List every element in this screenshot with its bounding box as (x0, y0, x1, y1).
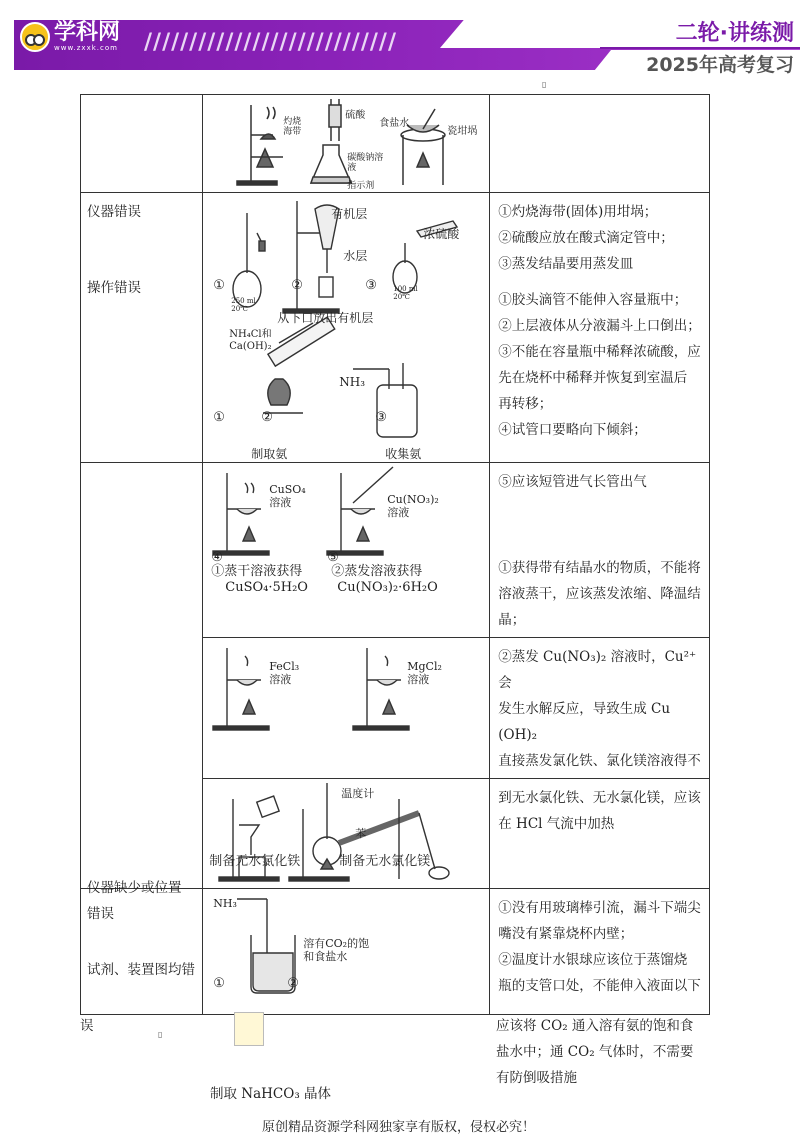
note-line: ①灼烧海带(固体)用坩埚； (498, 204, 658, 220)
fig-label: 100 ml 20℃ (393, 285, 418, 301)
note-line: ③蒸发结晶要用蒸发皿 (498, 256, 634, 272)
notes-cell (490, 638, 710, 779)
copyright-footer: 原创精品资源学科网独家享有版权，侵权必究！ (262, 1120, 536, 1135)
item-number: ② (261, 410, 273, 425)
fig-label: 溶有CO₂的饱和食盐水 (303, 937, 370, 963)
table-row (81, 193, 710, 463)
fig-label: 250 ml 20℃ (231, 297, 256, 313)
table-row (81, 95, 710, 193)
note-line: 先在烧杯中稀释并恢复到室温后 (498, 370, 688, 386)
figure-evaporate-chlorides (203, 638, 489, 760)
note-line: 瓶的支管口处，不能伸入液面以下 (498, 978, 701, 994)
fig-label: 水层 (343, 249, 368, 263)
item-number: ① (213, 410, 225, 425)
fig-label: 指示剂 (347, 181, 375, 191)
figure-cell (203, 95, 490, 193)
fig-label: MgCl₂溶液 (407, 660, 442, 686)
note-line: 再转移； (498, 396, 553, 412)
type-cell (81, 193, 203, 463)
error-type-continuation: 误 (80, 1018, 94, 1034)
item-number: ① (213, 976, 225, 991)
fig-caption: 收集氨 (385, 447, 422, 461)
header-subtitle: 2025年高考复习 (646, 54, 794, 76)
item-number: ③ (365, 278, 377, 293)
note-line: ②蒸发 Cu(NO₃)₂ 溶液时，Cu²⁺会 (498, 649, 697, 691)
note-line: ⑤应该短管进气长管出气 (498, 474, 647, 490)
type-cell (81, 463, 203, 889)
header-title: 二轮·讲练测 (675, 21, 794, 46)
item-number: ① (213, 278, 225, 293)
note-line: 在 HCl 气流中加热 (498, 816, 615, 832)
page-header (14, 14, 800, 76)
item-number: ⑤ (327, 550, 339, 565)
owl-logo-icon (20, 22, 50, 52)
fig-caption: ①蒸干溶液获得 (211, 564, 303, 579)
error-type-label: 操作错误 (87, 280, 141, 296)
item-number: ② (291, 278, 303, 293)
table-row (81, 889, 710, 1015)
error-type-label: 错误 (87, 906, 114, 922)
figure-ignition-titration-evaporation (203, 95, 489, 191)
placeholder-glyph: ▯ (542, 80, 547, 89)
note-line: ②温度计水银球应该位于蒸馏烧 (498, 952, 688, 968)
fig-caption: 制取氨 (251, 447, 288, 461)
note-line: ①获得带有结晶水的物质，不能将 (498, 560, 701, 576)
notes-cell (490, 463, 710, 638)
figure-evaporate-crystallize (203, 463, 489, 635)
site-logo[interactable] (20, 22, 120, 52)
error-analysis-table (80, 94, 710, 1015)
figure-cell (203, 889, 490, 1015)
fig-label: FeCl₃溶液 (269, 660, 300, 686)
fig-label: NH₃ (213, 897, 237, 910)
note-line: ④试管口要略向下倾斜； (498, 422, 647, 438)
note-line: 直接蒸发氯化铁、氯化镁溶液得不 (498, 753, 701, 769)
notes-cell (490, 193, 710, 463)
note-line: ②上层液体从分液漏斗上口倒出； (498, 318, 701, 334)
item-number: ③ (375, 410, 387, 425)
figure-filtration-distillation (203, 779, 489, 887)
note-line: 溶液蒸干，应该蒸发浓缩、降温结 (498, 586, 701, 602)
fig-caption: 制备无水氯化铁 (209, 854, 301, 869)
fig-label: NH₄Cl和Ca(OH)₂ (229, 329, 272, 352)
type-cell (81, 880, 203, 1015)
fig-caption: ②蒸发溶液获得 (331, 564, 423, 579)
notes-cell (490, 889, 710, 1015)
fig-label: 瓷坩埚 (447, 126, 478, 137)
note-line: 发生水解反应，导致生成 Cu (498, 701, 671, 717)
fig-label: 浓硫酸 (423, 227, 460, 241)
placeholder-glyph: ▯ (158, 1030, 163, 1039)
decorative-slashes: //////////////////////////// (144, 30, 397, 55)
item-number: ② (287, 976, 299, 991)
notes-cell (490, 779, 710, 889)
error-type-label: 仪器缺少或位置 (87, 880, 182, 896)
note-line: 有防倒吸措施 (496, 1070, 577, 1086)
note-line: ①没有用玻璃棒引流，漏斗下端尖 (498, 900, 701, 916)
item-number: ④ (211, 550, 223, 565)
figure-volumetric-separatory-ammonia (203, 193, 489, 461)
figure-nahco3-prep (203, 889, 489, 1013)
fig-label: 硫酸 (345, 110, 366, 121)
fig-label: 温度计 (341, 787, 375, 800)
fig-label: NH₃ (339, 375, 366, 389)
notes-cell (490, 95, 710, 193)
fig-label: 苯 (355, 827, 367, 840)
error-type-label: 试剂、装置图均错 (87, 962, 195, 978)
figure-cell (203, 779, 490, 889)
header-divider (600, 47, 800, 49)
note-line: ①胶头滴管不能伸入容量瓶中； (498, 292, 688, 308)
fig-label: 有机层 (331, 207, 368, 221)
note-line: (OH)₂ (498, 727, 538, 743)
type-cell (81, 95, 203, 193)
table-row (81, 463, 710, 638)
fig-caption: CuSO₄·5H₂O (225, 580, 308, 595)
fig-caption: 制备无水氯化镁 (339, 854, 431, 869)
figure-cell (203, 193, 490, 463)
logo-text: 学科网 (54, 20, 121, 45)
fig-label: Cu(NO₃)₂溶液 (387, 493, 439, 519)
fig-caption: 从下口放出有机层 (277, 311, 374, 325)
owl-logo-icon (234, 1012, 264, 1046)
fig-label: 灼烧海带 (283, 117, 302, 137)
note-line: 应该将 CO₂ 通入溶有氨的饱和食 (496, 1018, 694, 1034)
note-line: 嘴没有紧靠烧杯内壁； (498, 926, 634, 942)
fig-label: 碳酸钠溶液 (347, 153, 384, 173)
figure-cell (203, 638, 490, 779)
logo-url: www.zxxk.com (54, 44, 118, 52)
fig-label: CuSO₄溶液 (269, 483, 306, 509)
fig-label: 食盐水 (379, 118, 410, 129)
figure-cell (203, 463, 490, 638)
note-line: 晶； (498, 612, 526, 628)
note-line: ③不能在容量瓶中稀释浓硫酸，应 (498, 344, 701, 360)
note-line: 到无水氯化铁、无水氯化镁，应该 (498, 790, 701, 806)
note-line: ②硫酸应放在酸式滴定管中； (498, 230, 674, 246)
note-line: 盐水中；通 CO₂ 气体时，不需要 (496, 1044, 694, 1060)
figure-caption-nahco3: 制取 NaHCO₃ 晶体 (210, 1086, 332, 1102)
error-type-label: 仪器错误 (87, 204, 141, 220)
fig-caption: Cu(NO₃)₂·6H₂O (337, 580, 438, 595)
